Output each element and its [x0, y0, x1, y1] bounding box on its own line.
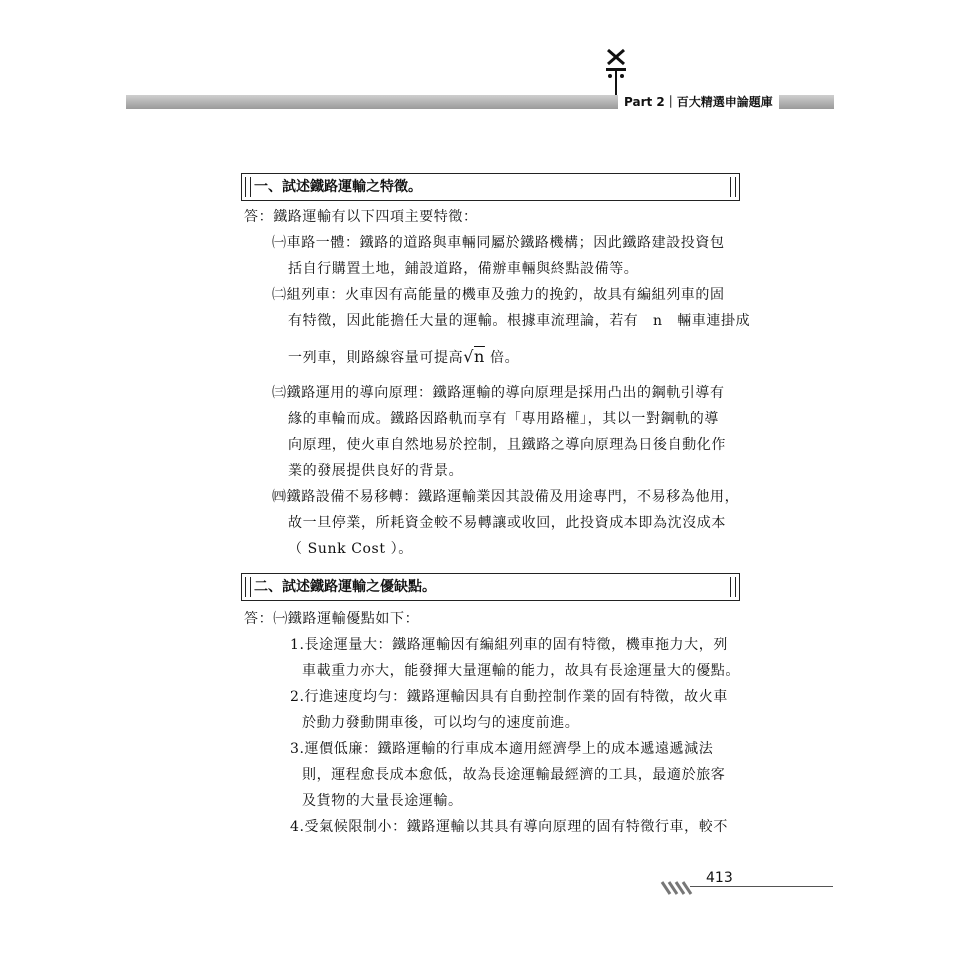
formula-text-suffix: 倍。 [489, 350, 520, 366]
answer-2-line: 及貨物的大量長途運輸。 [302, 793, 463, 809]
answer-1-line: ㈣鐵路設備不易移轉：鐵路運輸業因其設備及用途專門，不易移為他用， [272, 489, 740, 505]
page-number: 413 [706, 870, 733, 886]
answer-1-line: 緣的車輪而成。鐵路因路軌而享有「專用路權」，其以一對鋼軌的導 [288, 411, 719, 427]
answer-2-line: 則，運程愈長成本愈低，故為長途運輸最經濟的工具，最適於旅客 [302, 767, 726, 783]
answer-1-line: 向原理，使火車自然地易於控制，且鐵路之導向原理為日後自動化作 [288, 437, 726, 453]
answer-2-line: 1.長途運量大：鐵路運輸因有編組列車的固有特徵，機車拖力大，列 [290, 637, 728, 653]
header-section-label: Part 2｜百大精選申論題庫 [618, 92, 779, 112]
sqrt-expression [463, 347, 485, 366]
answer-1-line: 故一旦停業，所耗資金較不易轉讓或收回，此投資成本即為沈沒成本 [288, 515, 726, 531]
answer-2-intro: 答：㈠鐵路運輸優點如下： [244, 611, 420, 627]
sqrt-variable: n [474, 347, 485, 366]
formula-text-prefix: 一列車，則路線容量可提高 [288, 350, 464, 366]
question-2-box [241, 573, 740, 601]
answer-1-intro: 答：鐵路運輸有以下四項主要特徵： [244, 209, 478, 225]
question-1-title: 一、試述鐵路運輸之特徵。 [254, 179, 422, 195]
footer-decoration-icon [660, 880, 700, 896]
answer-2-line: 車載重力亦大，能發揮大量運輸的能力，故具有長途運量大的優點。 [302, 663, 740, 679]
sqrt-symbol: √ [463, 347, 474, 366]
answer-1-line: （ Sunk Cost ）。 [288, 541, 413, 557]
answer-1-line: ㈢鐵路運用的導向原理：鐵路運輸的導向原理是採用凸出的鋼軌引導有 [272, 385, 725, 401]
answer-1-line: 有特徵，因此能擔任大量的運輸。根據車流理論，若有 n 輛車連掛成 [288, 313, 751, 329]
answer-1-formula-line [288, 348, 519, 367]
answer-1-line: 括自行購置土地，鋪設道路，備辦車輛與終點設備等。 [288, 261, 639, 277]
question-1-box [241, 173, 740, 201]
answer-2-line: 4.受氣候限制小：鐵路運輸以其具有導向原理的固有特徵行車，較不 [290, 819, 728, 835]
answer-2-line: 於動力發動開車後，可以均勻的速度前進。 [302, 715, 580, 731]
answer-1-line: 業的發展提供良好的背景。 [288, 463, 464, 479]
answer-2-line: 2.行進速度均勻：鐵路運輸因具有自動控制作業的固有特徵，故火車 [290, 689, 728, 705]
question-2-title: 二、試述鐵路運輸之優缺點。 [254, 579, 436, 595]
answer-1-line: ㈠車路一體：鐵路的道路與車輛同屬於鐵路機構；因此鐵路建設投資包 [272, 235, 725, 251]
answer-1-line: ㈡組列車：火車因有高能量的機車及強力的挽釣，故具有編組列車的固 [272, 287, 725, 303]
answer-2-line: 3.運價低廉：鐵路運輸的行車成本適用經濟學上的成本遞遠遞減法 [290, 741, 714, 757]
footer-rule [690, 886, 833, 887]
